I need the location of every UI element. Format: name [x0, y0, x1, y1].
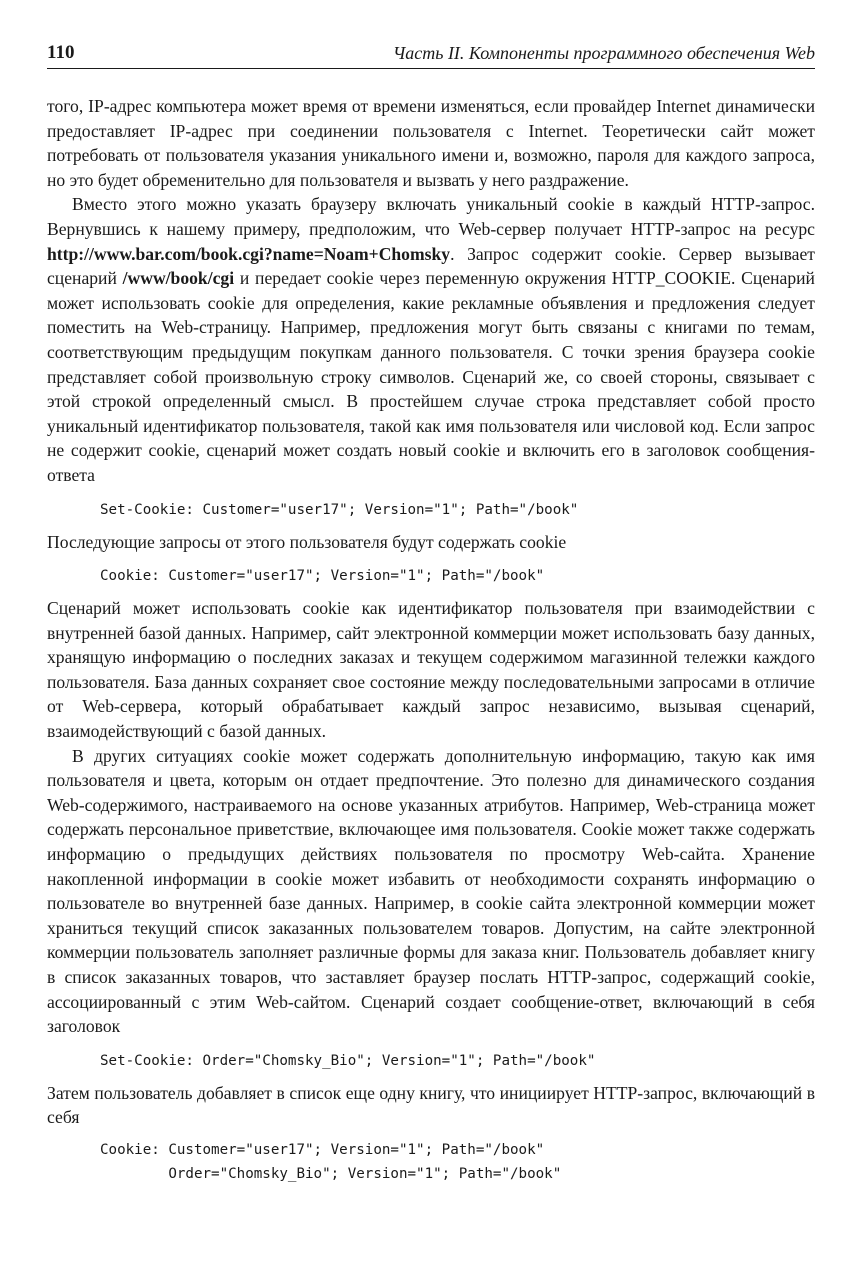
- code-cookie-customer: Cookie: Customer="user17"; Version="1"; Path="/book": [100, 568, 545, 585]
- paragraph-6: Затем пользователь добавляет в список еще одну книгу, что инициирует HTTP-запрос, включающий в себя: [47, 1082, 815, 1128]
- paragraph-2-part-c: и передает cookie через переменную окружения HTTP_COOKIE. Сценарий может использовать cookie для определения, какие рекламные объявления и предложения следует поместить на Web-страницу. Например, предложения могут быть связаны с книгами по темам, соответствующим предыдущим покупкам данного пользователя. С точки зрения браузера cookie представляет собой произвольную строку символов. Сценарий же, со своей стороны, связывает с этой строкой определенный смысл. В простейшем случае строка представляет собой просто уникальный идентификатор пользователя, такой как имя пользователя или числовой код. Если запрос не содержит cookie, сценарий может создать новый cookie и включить его в заголовок сообщения-ответа: [47, 268, 815, 485]
- code-set-cookie-customer: Set-Cookie: Customer="user17"; Version="1"; Path="/book": [100, 501, 579, 518]
- running-head: Часть II. Компоненты программного обеспечения Web: [392, 43, 815, 63]
- code-line-2: Order="Chomsky_Bio"; Version="1"; Path="/book": [100, 1165, 562, 1182]
- paragraph-2: [47, 192, 815, 487]
- paragraph-2-part-b: . Запрос содержит cookie. Сервер вызывает сценарий: [47, 243, 815, 289]
- paragraph-4: Сценарий может использовать cookie как идентификатор пользователя при взаимодействии с внутренней базой данных. Например, сайт электронной коммерции может использовать базу данных, хранящую информацию о последних заказах и текущем содержимом магазинной тележки каждого пользователя. База данных сохраняет свое состояние между последовательными запросами в отличие от Web-сервера, который обрабатывает каждый запрос независимо, вызывая сценарий, взаимодействующий с базой данных.: [47, 598, 815, 742]
- code-line-1: Cookie: Customer="user17"; Version="1"; Path="/book": [100, 1141, 545, 1158]
- code-set-cookie-order: Set-Cookie: Order="Chomsky_Bio"; Version="1"; Path="/book": [100, 1052, 596, 1069]
- paragraph-3: Последующие запросы от этого пользователя будут содержать cookie: [47, 531, 567, 552]
- paragraph-5: В других ситуациях cookie может содержать дополнительную информацию, такую как имя пользователя и цвета, которым он отдает предпочтение. Это полезно для динамического создания Web-содержимого, настраиваемого на основе указанных атрибутов. Например, Web-страница может содержать персональное приветствие, включающее имя пользователя. Cookie может также содержать информацию о предыдущих действиях пользователя по просмотру Web-сайта. Хранение накопленной информации в cookie может избавить от необходимости сохранять информацию о пользователе во внутренней базе данных. Например, в cookie сайта электронной коммерции может храниться текущий список заказанных пользователем товаров. Допустим, на сайте электронной коммерции пользователь заполняет различные формы для заказа книг. Пользователь добавляет книгу в список заказанных товаров, что заставляет браузер послать HTTP-запрос, содержащий cookie, ассоциированный с этим Web-сайтом. Сценарий создает сообщение-ответ, включающий в себя заголовок: [47, 745, 815, 1037]
- code-cookie-customer-order: [100, 1138, 815, 1186]
- script-path: /www/book/cgi: [122, 268, 235, 289]
- page-body: [47, 94, 815, 1188]
- example-url: http://www.bar.com/book.cgi?name=Noam+Chomsky: [47, 243, 451, 264]
- page-header: [47, 40, 815, 69]
- paragraph-2-part-a: Вместо этого можно указать браузеру включать уникальный cookie в каждый HTTP-запрос. Вернувшись к нашему примеру, предположим, что Web-сервер получает HTTP-запрос на ресурс: [47, 194, 815, 239]
- page-number: 110: [47, 42, 75, 63]
- paragraph-1: того, IP-адрес компьютера может время от времени изменяться, если провайдер Internet динамически предоставляет IP-адрес при соединении пользователя с Internet. Теоретически сайт может потребовать от пользователя указания уникального имени и, возможно, пароля для каждого запроса, но это будет обременительно для пользователя и вызвать у него раздражение.: [47, 96, 815, 190]
